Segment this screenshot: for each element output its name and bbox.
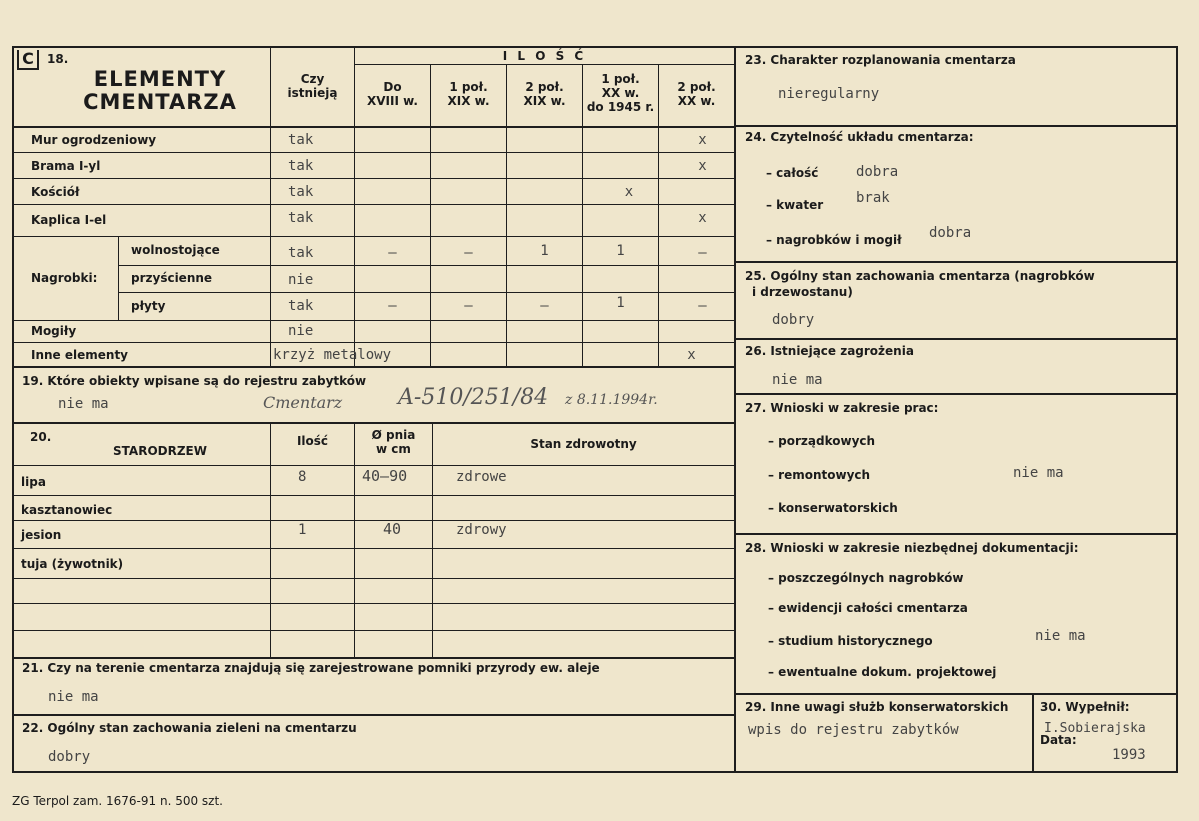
legibility-item-value: dobra — [929, 225, 972, 241]
works-item: – remontowych — [768, 468, 871, 482]
section-29-value: wpis do rejestru zabytków — [748, 722, 959, 738]
legibility-item-value: dobra — [856, 164, 899, 180]
tree-name: tuja (żywotnik) — [21, 557, 124, 571]
exists-value: tak — [288, 245, 314, 261]
box-letter: C — [17, 50, 39, 70]
section-21-label: 21. Czy na terenie cmentarza znajdują się zarejestrowane pomniki przyrody ew. aleje — [22, 661, 600, 675]
row-label: płyty — [131, 299, 166, 313]
section-number: 18. — [47, 52, 69, 66]
exists-value: tak — [288, 210, 314, 226]
tree-diameter: 40–90 — [362, 467, 408, 485]
section-27-value: nie ma — [1013, 465, 1064, 481]
period-mark: – — [388, 298, 397, 314]
legibility-item-label: – całość — [766, 166, 819, 180]
row-label: wolnostojące — [131, 243, 220, 257]
row-label: Mur ogrodzeniowy — [31, 133, 157, 147]
section-30-label: 30. Wypełnił: — [1040, 700, 1130, 714]
section-26-value: nie ma — [772, 372, 823, 388]
section-28-value: nie ma — [1035, 628, 1086, 644]
exists-value: tak — [288, 158, 314, 174]
section-24-label: 24. Czytelność układu cmentarza: — [745, 130, 974, 144]
period-mark: 1 — [616, 243, 625, 259]
row-label: Inne elementy — [31, 348, 129, 362]
section-20-title: STARODRZEW — [113, 444, 207, 458]
date-label: Data: — [1040, 733, 1077, 747]
period-mark: 1 — [540, 243, 549, 259]
section-19-value: nie ma — [58, 396, 109, 412]
documentation-item: – ewentualne dokum. projektowej — [768, 665, 997, 679]
health-column-header: Stan zdrowotny — [530, 437, 637, 451]
row-label: Mogiły — [31, 324, 77, 338]
tree-name: kasztanowiec — [21, 503, 113, 517]
period-header: 1 poł. XIX w. — [447, 80, 490, 108]
row-label: przyścienne — [131, 271, 213, 285]
period-mark: x — [698, 210, 707, 226]
handwritten-date: z 8.11.1994r. — [565, 392, 658, 408]
period-mark: – — [698, 245, 707, 261]
period-mark: x — [698, 158, 707, 174]
quantity-header: I L O Ś Ć — [502, 49, 587, 63]
section-21-value: nie ma — [48, 689, 99, 705]
exists-value: nie — [288, 272, 314, 288]
section-25-label: 25. Ogólny stan zachowania cmentarza (nagrobków — [745, 269, 1095, 283]
exists-value: tak — [288, 184, 314, 200]
period-header: 2 poł. XX w. — [677, 80, 716, 108]
works-item: – konserwatorskich — [768, 501, 898, 515]
nagrobki-label: Nagrobki: — [31, 271, 98, 285]
title-line-1: ELEMENTY — [93, 67, 227, 91]
diameter-column-header: Ø pnia w cm — [371, 428, 416, 456]
section-26-label: 26. Istniejące zagrożenia — [745, 344, 914, 358]
section-25-value: dobry — [772, 312, 815, 328]
section-20-number: 20. — [30, 430, 52, 444]
tree-diameter: 40 — [383, 520, 402, 538]
documentation-item: – poszczególnych nagrobków — [768, 571, 964, 585]
row-label: Kościół — [31, 185, 80, 199]
tree-health: zdrowe — [456, 469, 507, 485]
legibility-item-value: brak — [856, 190, 890, 206]
section-27-label: 27. Wnioski w zakresie prac: — [745, 401, 939, 415]
section-25-label-cont: i drzewostanu) — [752, 285, 853, 299]
exists-value: tak — [288, 298, 314, 314]
section-23-value: nieregularny — [778, 86, 880, 102]
section-22-label: 22. Ogólny stan zachowania zieleni na cmentarzu — [22, 721, 357, 735]
exists-value: tak — [288, 132, 314, 148]
tree-quantity: 1 — [298, 522, 307, 538]
section-28-label: 28. Wnioski w zakresie niezbędnej dokumentacji: — [745, 541, 1079, 555]
section-23-label: 23. Charakter rozplanowania cmentarza — [745, 53, 1016, 67]
tree-name: lipa — [21, 475, 46, 489]
filled-by-name: I.Sobierajska — [1044, 721, 1146, 736]
works-item: – porządkowych — [768, 434, 876, 448]
documentation-item: – studium historycznego — [768, 634, 933, 648]
tree-name: jesion — [21, 528, 62, 542]
period-header: 2 poł. XIX w. — [523, 80, 566, 108]
row-label: Brama I-yl — [31, 159, 101, 173]
period-mark: x — [698, 132, 707, 148]
section-19-label: 19. Które obiekty wpisane są do rejestru zabytków — [22, 374, 367, 388]
tree-health: zdrowy — [456, 522, 507, 538]
period-header: Do XVIII w. — [367, 80, 418, 108]
handwritten-register-number: A-510/251/84 — [398, 385, 549, 410]
period-mark: 1 — [616, 295, 625, 311]
exists-column-header: Czy istnieją — [287, 72, 338, 100]
exists-value: nie — [288, 323, 314, 339]
period-mark: – — [540, 298, 549, 314]
legibility-item-label: – nagrobków i mogił — [766, 233, 902, 247]
print-footer: ZG Terpol zam. 1676-91 n. 500 szt. — [12, 794, 223, 808]
period-mark: x — [624, 184, 634, 200]
period-mark: – — [464, 245, 473, 261]
period-header: 1 poł. XX w. do 1945 r. — [586, 72, 655, 114]
documentation-item: – ewidencji całości cmentarza — [768, 601, 968, 615]
legibility-item-label: – kwater — [766, 198, 824, 212]
period-mark: – — [388, 245, 397, 261]
handwritten-note: Cmentarz — [263, 393, 343, 412]
row-label: Kaplica I-el — [31, 213, 107, 227]
period-mark: x — [687, 347, 696, 363]
title-line-2: CMENTARZA — [83, 90, 237, 114]
exists-value: krzyż metalowy — [273, 347, 392, 363]
section-29-label: 29. Inne uwagi służb konserwatorskich — [745, 700, 1009, 714]
period-mark: – — [464, 298, 473, 314]
date-value: 1993 — [1112, 747, 1146, 763]
quantity-column-header: Ilość — [296, 434, 329, 448]
section-22-value: dobry — [48, 749, 91, 765]
tree-quantity: 8 — [298, 469, 307, 485]
period-mark: – — [698, 298, 707, 314]
